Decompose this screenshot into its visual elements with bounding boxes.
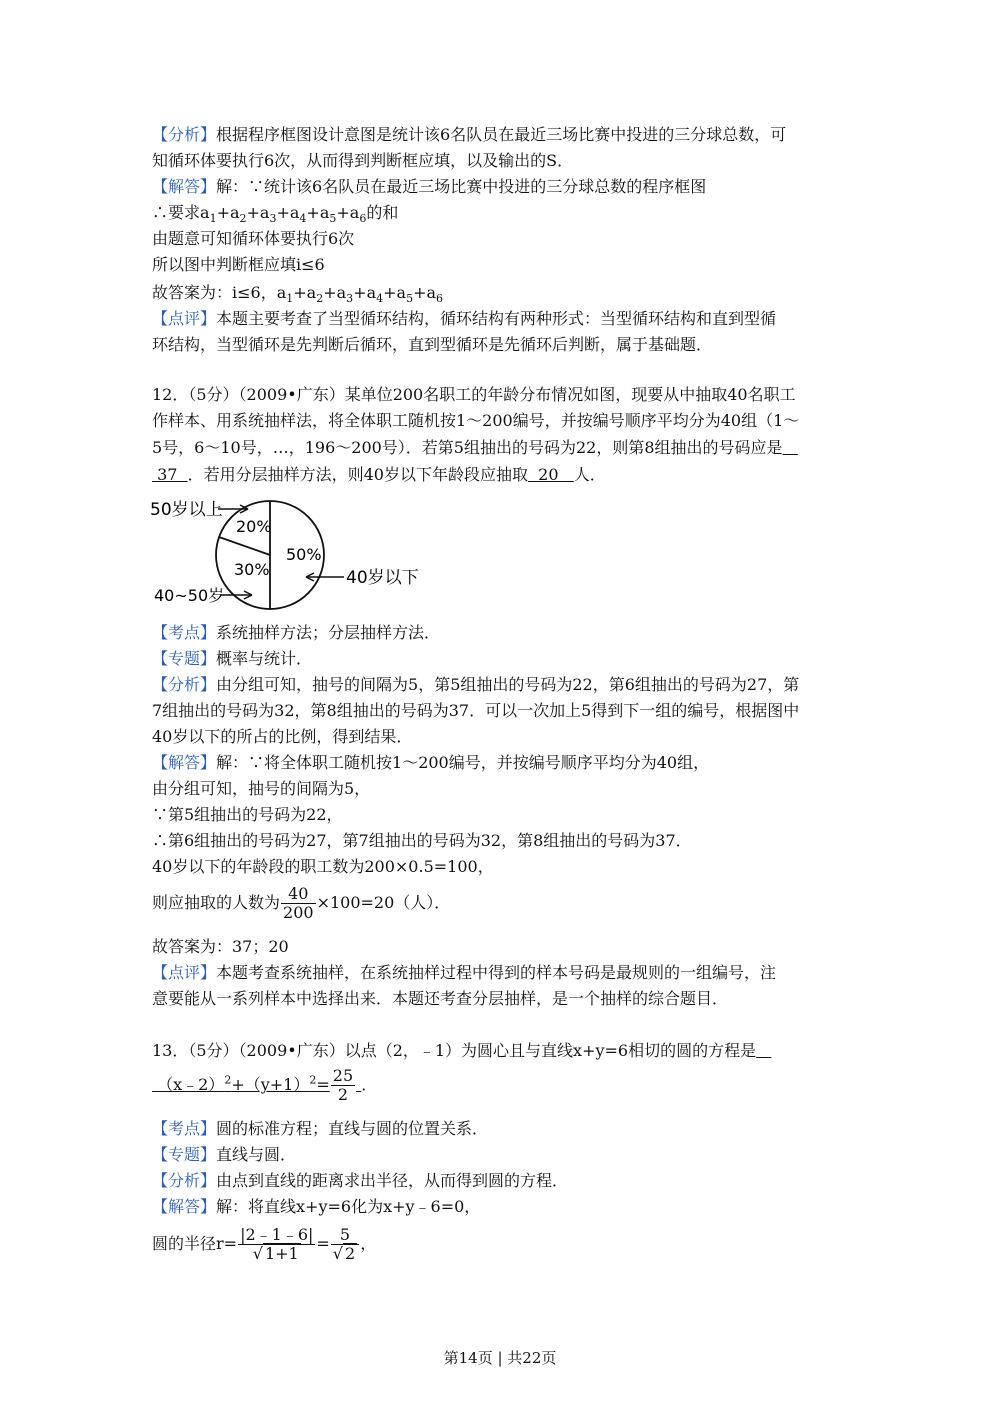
q12-answer-line5: 40岁以下的年龄段的职工数为200×0.5=100， [152,857,494,876]
age-distribution-pie-figure [148,497,438,612]
q11-analysis-line1: 【分析】根据程序框图设计意图是统计该6名队员在最近三场比赛中投进的三分球总数，可 [152,125,787,144]
q12-comment-line1: 【点评】本题考查系统抽样，在系统抽样过程中得到的样本号码是最规则的一组编号，注 [152,963,777,982]
q11-answer-line1: 【解答】解：∵统计该6名队员在最近三场比赛中投进的三分球总数的程序框图 [152,177,707,196]
pie-divider-left [219,537,270,555]
q11-answer-line2: ∴要求$a_1+a_2+a_3+a_4+a_5+a_6$的和 [152,203,399,226]
q11-answer-line5: 故答案为：i≤6，$a_1+a_2+a_3+a_4+a_5+a_6$ [152,283,444,306]
q12-zhuanti: 【专题】概率与统计． [152,649,313,668]
pie-svg [148,497,438,612]
q12-answer-line6: 则应抽取的人数为 $\frac{40}{200}$ ×100=20（人）． [152,884,451,922]
q12-answer-line3: ∵第5组抽出的号码为22， [152,805,343,824]
q13-analysis: 【分析】由点到直线的距离求出半径，从而得到圆的方程． [152,1171,569,1190]
q12-kaodian: 【考点】系统抽样方法；分层抽样方法． [152,623,441,642]
fraction-5-root2: $\frac{5}{√ 2}$ [331,1226,359,1263]
blank-answer-1: 37 [157,465,178,484]
q13-kaodian: 【考点】圆的标准方程；直线与圆的位置关系． [152,1119,489,1138]
label-over50: 50岁以上 [150,500,223,520]
q12-stem-line4: 37 ．若用分层抽样方法，则40岁以下年龄段应抽取 20 人． [152,464,852,486]
q12-analysis-line2: 7组抽出的号码为32，第8组抽出的号码为37．可以一次加上5得到下一组的编号，根据图中 [152,701,800,720]
fraction-40-200: $\frac{40}{200}$ [283,884,314,922]
q12-answer-line4: ∴第6组抽出的号码为27，第7组抽出的号码为32，第8组抽出的号码为37． [152,831,692,850]
q11-answer-line4: 所以图中判断框应填i≤6 [152,255,325,274]
blank-answer-equation: $(x﹣2)^2+(y+1)^2=$ $\frac{25}{2}$ [157,1066,354,1104]
q11-comment-line1: 【点评】本题主要考查了当型循环结构，循环结构有两种形式：当型循环结构和直到型循 [152,309,777,328]
q13-answer-equation: $(x﹣2)^2+(y+1)^2=$ $\frac{25}{2}$ ． [152,1066,852,1104]
label-p30: 30% [234,560,270,579]
q12-stem-line2: 作样本、用系统抽样法，将全体职工随机按1～200编号，并按编号顺序平均分为40组（1～ [152,411,800,430]
q12-answer-line7: 故答案为：37；20 [152,937,289,956]
q13-stem-line1: 13．（5分）（2009•广东）以点（2，﹣1）为圆心且与直线x+y=6相切的圆的方程是 [152,1041,757,1060]
q12-comment-line2: 意要能从一系列样本中选择出来．本题还考查分层抽样，是一个抽样的综合题目． [152,989,729,1008]
answer-tag: 【解答】 [152,177,217,196]
q12-analysis-line3: 40岁以下的所占的比例，得到结果． [152,727,413,746]
q12-stem-line1: 12．（5分）（2009•广东）某单位200名职工的年龄分布情况如图，现要从中抽取40名职工 [152,385,796,404]
q13-answer-line2: 圆的半径r= $\frac{|2﹣1﹣6|}{√ 1+1}$ = $\frac{5}{√ 2}$ ， [152,1225,377,1263]
fraction-25-2: $\frac{25}{2}$ [332,1066,354,1104]
q11-comment-line2: 环结构，当型循环是先判断后循环，直到型循环是先循环后判断，属于基础题． [152,335,713,354]
comment-tag: 【点评】 [152,309,217,328]
q11-answer-line3: 由题意可知循环体要执行6次 [152,229,355,248]
label-40to50: 40~50岁 [154,586,225,605]
q13-answer-line1: 【解答】解：将直线x+y=6化为x+y﹣6=0， [152,1197,481,1216]
q12-answer-line1: 【解答】解：∵将全体职工随机按1～200编号，并按编号顺序平均分为40组， [152,753,710,772]
q12-stem-line3: 5号，6～10号，…，196～200号）．若第5组抽出的号码为22，则第8组抽出的号码应是 [152,438,783,457]
q13-zhuanti: 【专题】直线与圆． [152,1145,297,1164]
analysis-tag: 【分析】 [152,125,217,144]
q11-analysis-line2: 知循环体要执行6次，从而得到判断框应填，以及输出的S． [152,151,574,170]
q12-answer-line2: 由分组可知，抽号的间隔为5， [152,779,371,798]
blank-answer-2: 20 [538,465,559,484]
page-footer: 第14页 | 共22页 [443,1349,557,1367]
q12-analysis-line1: 【分析】由分组可知，抽号的间隔为5，第5组抽出的号码为22，第6组抽出的号码为27，第 [152,675,800,694]
label-p20: 20% [236,517,272,536]
fraction-radius: $\frac{|2﹣1﹣6|}{√ 1+1}$ [240,1225,314,1263]
label-under40: 40岁以下 [346,568,419,588]
label-p50: 50% [286,545,322,564]
